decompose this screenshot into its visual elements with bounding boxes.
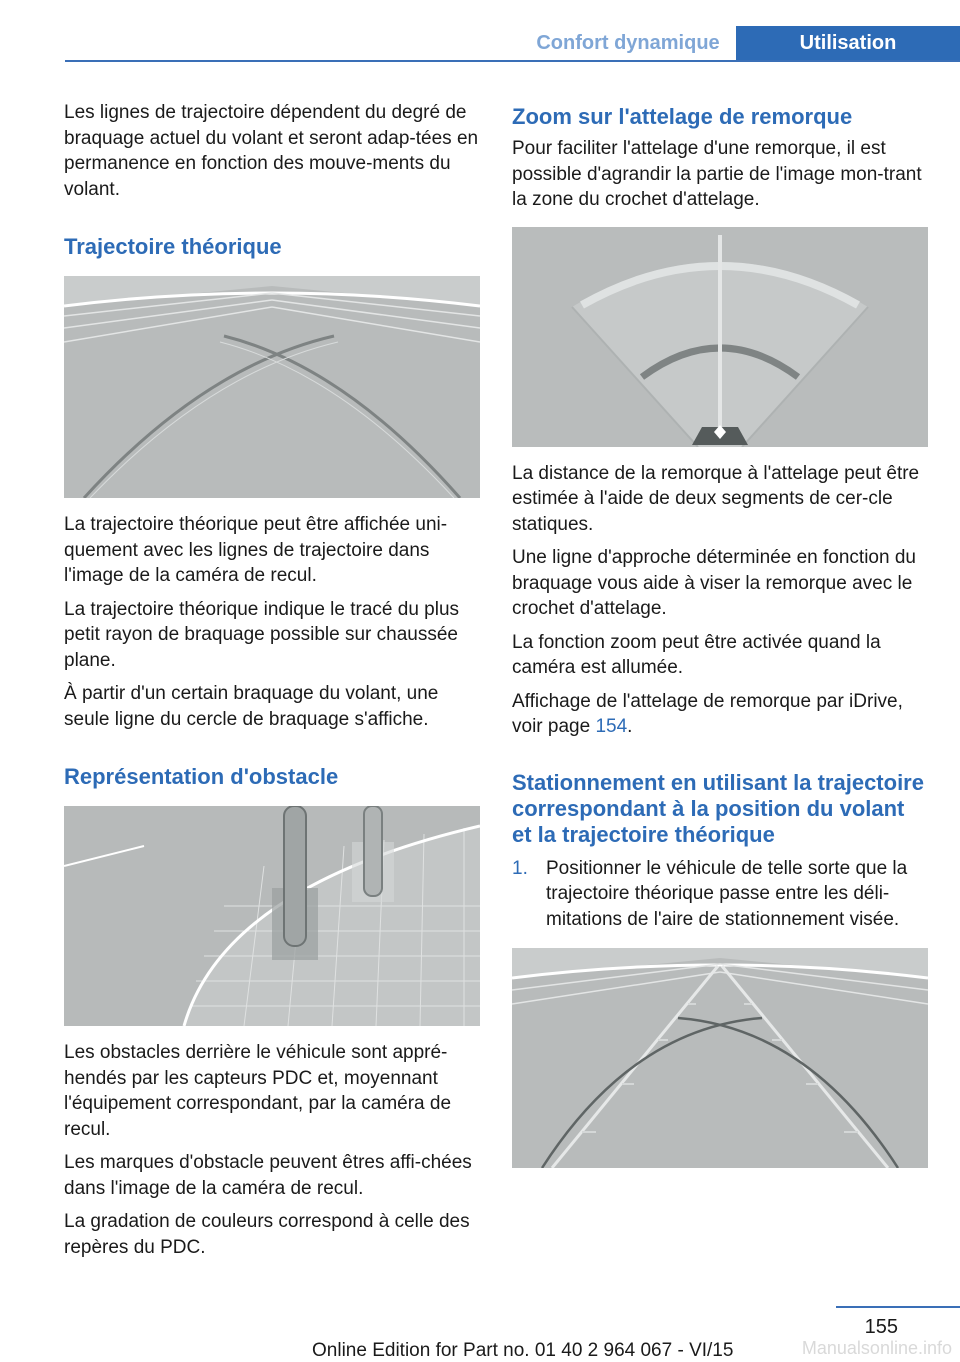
paragraph-trajectoire-1: La trajectoire théorique peut être affichée uni-quement avec les lignes de trajectoire dans l'image de la caméra de recul. <box>64 514 448 586</box>
paragraph-zoom-4: La fonction zoom peut être activée quand la caméra est allumée. <box>512 631 881 678</box>
page-number: 155 <box>864 1316 898 1338</box>
page-link-154[interactable]: 154 <box>595 716 628 737</box>
watermark: Manualsonline.info <box>801 1338 952 1358</box>
footer-rule <box>836 1306 960 1308</box>
heading-stationnement: Stationnement en utilisant la trajectoire correspondant à la position du volant et la trajectoire théorique <box>512 769 924 847</box>
paragraph-zoom-1: Pour faciliter l'attelage d'une remorque, il est possible d'agrandir la partie de l'image mon-trant la zone du crochet d'attelage. <box>512 138 922 210</box>
paragraph-zoom-5-text: Affichage de l'attelage de remorque par iDrive, voir page <box>512 690 903 737</box>
right-column <box>512 100 930 1168</box>
step-1 <box>512 856 930 933</box>
header-rule <box>65 60 960 62</box>
step-1-number: 1. <box>512 857 528 879</box>
figure-zoom-attelage <box>512 227 928 447</box>
heading-representation-obstacle: Représentation d'obstacle <box>64 764 339 789</box>
figure-representation-obstacle <box>64 806 480 1026</box>
paragraph-obstacle-3: La gradation de couleurs correspond à celle des repères du PDC. <box>64 1211 470 1258</box>
left-column <box>64 100 482 1268</box>
heading-trajectoire-theorique: Trajectoire théorique <box>64 234 282 259</box>
step-1-text: Positionner le véhicule de telle sorte que la trajectoire théorique passe entre les déli-mitations de l'aire de stationnement visée. <box>546 857 908 930</box>
header-section-tab[interactable]: Confort dynamique <box>536 32 720 54</box>
paragraph-obstacle-1: Les obstacles derrière le véhicule sont appré-hendés par les capteurs PDC et, moyennant l'équipement correspondant, par la caméra de recul. <box>64 1042 452 1140</box>
figure-trajectoire-theorique <box>64 276 480 498</box>
figure-stationnement <box>512 948 928 1168</box>
header-active-tab[interactable]: Utilisation <box>736 26 960 62</box>
edition-text: Online Edition for Part no. 01 40 2 964 067 - VI/15 <box>312 1340 734 1361</box>
paragraph-zoom-3: Une ligne d'approche déterminée en fonction du braquage vous aide à viser la remorque avec le crochet d'attelage. <box>512 547 916 619</box>
paragraph-zoom-5-end: . <box>627 716 633 737</box>
paragraph-trajectoire-2: La trajectoire théorique indique le tracé du plus petit rayon de braquage possible sur chaussée plane. <box>64 598 460 671</box>
paragraph-obstacle-2: Les marques d'obstacle peuvent êtres affi-chées dans l'image de la caméra de recul. <box>64 1152 472 1199</box>
intro-paragraph: Les lignes de trajectoire dépendent du degré de braquage actuel du volant et seront adap-tées en permanence en fonction des mouve-ments du volant. <box>64 102 479 200</box>
heading-zoom-attelage: Zoom sur l'attelage de remorque <box>512 104 853 129</box>
paragraph-zoom-2: La distance de la remorque à l'attelage peut être estimée à l'aide de deux segments de cer-cle statiques. <box>512 462 920 535</box>
paragraph-trajectoire-3: À partir d'un certain braquage du volant, une seule ligne du cercle de braquage s'affiche. <box>64 683 439 730</box>
paragraph-zoom-5 <box>512 689 930 740</box>
